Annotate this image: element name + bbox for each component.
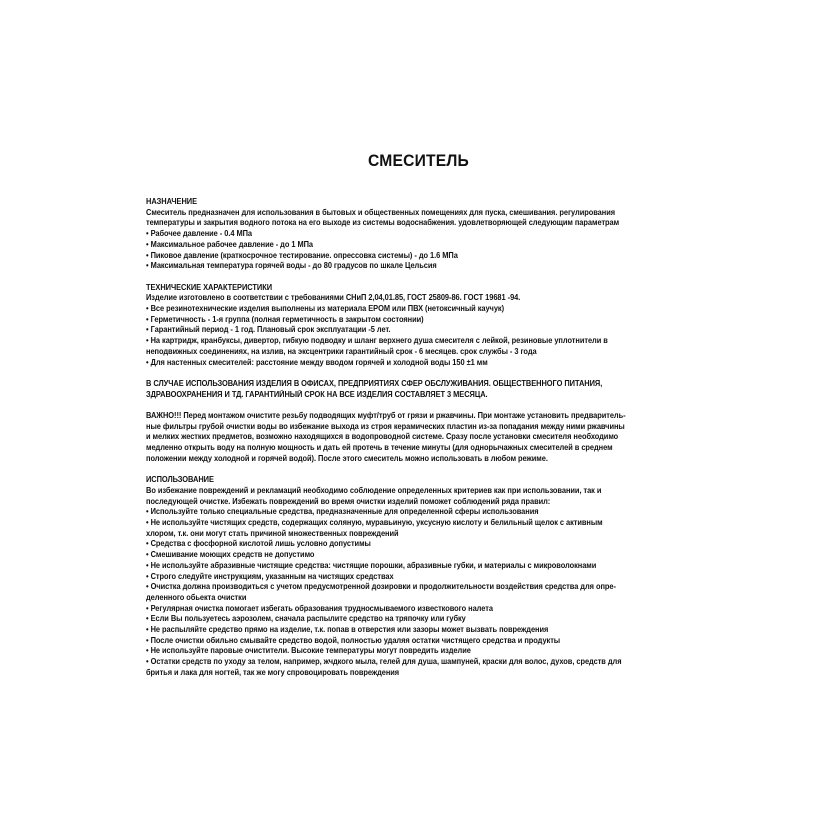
bullet-item: • Все резинотехнические изделия выполнены из материала EPOM или ПВХ (нетоксичный каучук) [146, 304, 505, 314]
text-line: неподвижных соединениях, на излив, на эксцентрики гарантийный срок - 6 месяцев. срок службы - 3 года [146, 346, 537, 356]
section-heading: ТЕХНИЧЕСКИЕ ХАРАКТЕРИСТИКИ [146, 282, 273, 292]
text-line: ные фильтры грубой очистки воды во избежание выхода из строя керамических пластин из-за попадания между ними ржавчины [146, 421, 625, 431]
bullet-item: • Не используйте абразивные чистящие средства: чистящие порошки, абразивные губки, и материалы с микроволокнами [146, 560, 597, 570]
text-line: хлором, т.к. они могут стать причиной множественных повреждений [146, 528, 399, 538]
bullet-item: • Регулярная очистка помогает избегать образования трудносмываемого известкового налета [146, 603, 493, 613]
section-usage [146, 475, 691, 678]
section-heading: НАЗНАЧЕНИЕ [146, 197, 198, 206]
text-line: медленно открыть воду на полную мощность и дать ей протечь в течение минуты (для однорычажных смесителей в среднем [146, 443, 613, 453]
bullet-item: • Не используйте паровые очистители. Высокие температуры могут повредить изделие [146, 646, 471, 656]
text-line: В СЛУЧАЕ ИСПОЛЬЗОВАНИЯ ИЗДЕЛИЯ В ОФИСАХ, ПРЕДПРИЯТИЯХ СФЕР ОБСЛУЖИВАНИЯ. ОБЩЕСТВЕННОГО ПИТАНИЯ, [146, 378, 603, 388]
text-line: ЗДРАВООХРАНЕНИЯ И ТД. ГАРАНТИЙНЫЙ СРОК НА ВСЕ ИЗДЕЛИЯ СОСТАВЛЯЕТ 3 МЕСЯЦА. [146, 389, 488, 399]
bullet-item: • Строго следуйте инструкциям, указанным на чистящих средствах [146, 571, 394, 581]
text-line: Во избежание повреждений и рекламаций необходимо соблюдение определенных критериев как при использовании, так и [146, 485, 602, 495]
section-specs [146, 283, 691, 369]
document-page [146, 150, 691, 689]
bullet-item: • Остатки средств по уходу за телом, например, жчдкого мыла, гелей для душа, шампуней, краски для волос, духов, средств для [146, 657, 622, 667]
text-line: температуры и закрытия водного потока на его выходе из системы водоснабжения. удовлетворяющей следующим параметрам [146, 218, 620, 228]
bullet-item: • Рабочее давление - 0.4 МПа [146, 229, 253, 239]
document-title: СМЕСИТЕЛЬ [368, 151, 469, 170]
bullet-item: • Очистка должна производиться с учетом предусмотренной дозировки и продолжительности воздействия средства для опре- [146, 582, 616, 592]
bullet-item: • Герметичность - 1-я группа (полная герметичность в закрытом состоянии) [146, 314, 424, 324]
text-line: ВАЖНО!!! Перед монтажом очистите резьбу подводящих муфт/труб от грязи и ржавчины. При монтаже установить предваритель- [146, 411, 626, 421]
text-line: Смеситель предназначен для использования в бытовых и общественных помещениях для пуска, смешивания. регулирования [146, 207, 616, 217]
section-purpose [146, 197, 691, 272]
bullet-item: • Максимальная температура горячей воды - до 80 градусов по шкале Цельсия [146, 261, 437, 271]
bullet-item: • Гарантийный период - 1 год. Плановый срок эксплуатации -5 лет. [146, 325, 391, 335]
text-line: и мелких жестких предметов, возможно находящихся в водопроводной системе. Сразу после установки смесителя необходимо [146, 432, 619, 442]
bullet-item: • После очистки обильно смывайте средство водой, полностью удаляя остатки чистящего средства и продукты [146, 635, 561, 645]
section-heading: ИСПОЛЬЗОВАНИЕ [146, 475, 214, 485]
bullet-item: • Смешивание моющих средств не допустимо [146, 550, 315, 560]
text-line: Изделие изготовлено в соответствии с требованиями СНиП 2,04,01.85, ГОСТ 25809-86. ГОСТ 19681 -94. [146, 293, 521, 303]
bullet-item: • Максимальное рабочее давление - до 1 МПа [146, 239, 314, 249]
bullet-item: • Средства с фосфорной кислотой лишь условно допустимы [146, 539, 371, 549]
bullet-item: • Для настенных смесителей: расстояние между вводом горячей и холодной воды 150 ±1 мм [146, 357, 488, 367]
text-line: последующей очистке. Избежать повреждений во время очистки изделий поможет соблюдений ряда правил: [146, 496, 551, 506]
section-important [146, 411, 691, 465]
bullet-item: • Пиковое давление (краткосрочное тестирование. опрессовка системы) - до 1.6 МПа [146, 250, 458, 260]
section-commercial-warranty [146, 379, 691, 400]
bullet-item: • Не распыляйте средство прямо на изделие, т.к. попав в отверстия или зазоры может вызвать повреждения [146, 625, 549, 635]
bullet-item: • Если Вы пользуетесь аэрозолем, сначала распылите средство на тряпочку или губку [146, 614, 466, 624]
text-line: бритья и лака для ногтей, так же могу спровоцировать повреждения [146, 667, 400, 677]
text-line: деленного обьекта очистки [146, 592, 247, 602]
bullet-item: • Используйте только специальные средства, предназначенные для определенной сферы использования [146, 507, 539, 517]
text-line: положении между холодной и горячей водой). После этого смеситель можно использовать в любом режиме. [146, 453, 548, 463]
bullet-item: • На картридж, кранбуксы, дивертор, гибкую подводку и шланг верхнего душа смесителя с лейкой, резиновые уплотнители в [146, 336, 608, 346]
bullet-item: • Не используйте чистящих средств, содержащих соляную, муравьиную, уксусную кислоту и белильный щелок с активным [146, 518, 603, 528]
